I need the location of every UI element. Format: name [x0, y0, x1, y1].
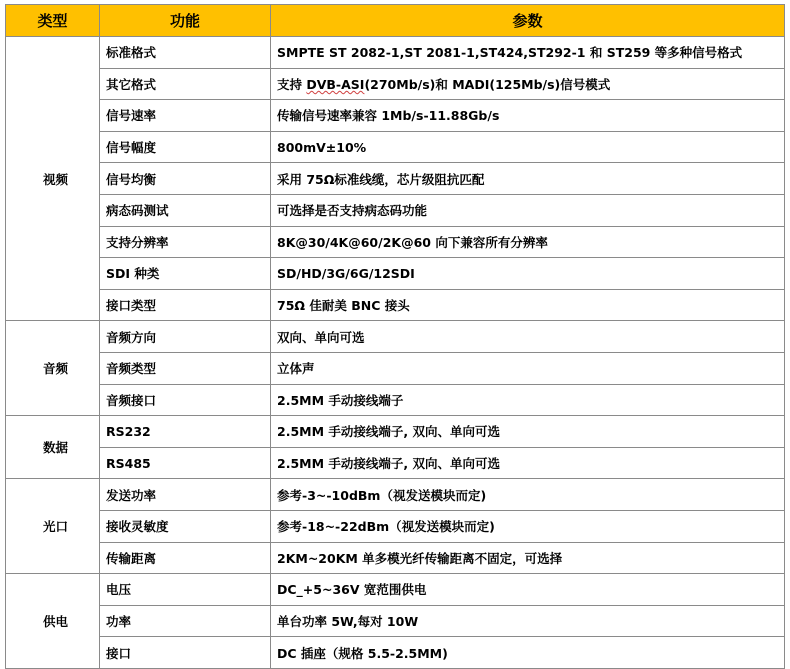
header-function: 功能 — [100, 5, 271, 37]
function-cell: RS485 — [100, 447, 271, 479]
value-cell: 2KM~20KM 单多模光纤传输距离不固定，可选择 — [271, 542, 785, 574]
table-row — [6, 321, 785, 353]
table-row — [6, 510, 785, 542]
table-row — [6, 289, 785, 321]
function-cell: 传输距离 — [100, 542, 271, 574]
value-cell — [271, 68, 785, 100]
table-row — [6, 131, 785, 163]
value-text: (270Mb/s)和 MADI(125Mb/s)信号模式 — [364, 76, 611, 92]
function-cell: 标准格式 — [100, 37, 271, 69]
header-row — [6, 5, 785, 37]
header-params: 参数 — [271, 5, 785, 37]
type-cell: 音频 — [6, 321, 100, 416]
header-type: 类型 — [6, 5, 100, 37]
value-cell: 参考-3~-10dBm（视发送模块而定) — [271, 479, 785, 511]
table-row — [6, 574, 785, 606]
function-cell: 病态码测试 — [100, 194, 271, 226]
value-cell: 800mV±10% — [271, 131, 785, 163]
type-cell: 供电 — [6, 574, 100, 669]
function-cell: 接收灵敏度 — [100, 510, 271, 542]
function-cell: SDI 种类 — [100, 258, 271, 290]
table-row — [6, 194, 785, 226]
table-row — [6, 637, 785, 669]
table-row — [6, 68, 785, 100]
table-row — [6, 384, 785, 416]
value-cell: 传输信号速率兼容 1Mb/s-11.88Gb/s — [271, 100, 785, 132]
table-row — [6, 447, 785, 479]
value-cell: SMPTE ST 2082-1,ST 2081-1,ST424,ST292-1 和 ST259 等多种信号格式 — [271, 37, 785, 69]
function-cell: 音频接口 — [100, 384, 271, 416]
function-cell: 接口类型 — [100, 289, 271, 321]
value-text: 支持 — [277, 76, 307, 92]
value-cell: 可选择是否支持病态码功能 — [271, 194, 785, 226]
table-row — [6, 100, 785, 132]
table-row — [6, 542, 785, 574]
function-cell: 信号幅度 — [100, 131, 271, 163]
value-cell: 75Ω 佳耐美 BNC 接头 — [271, 289, 785, 321]
function-cell: 音频方向 — [100, 321, 271, 353]
function-cell: 音频类型 — [100, 352, 271, 384]
value-cell: 双向、单向可选 — [271, 321, 785, 353]
function-cell: 发送功率 — [100, 479, 271, 511]
table-row — [6, 352, 785, 384]
function-cell: 接口 — [100, 637, 271, 669]
table-row — [6, 163, 785, 195]
function-cell: 其它格式 — [100, 68, 271, 100]
value-cell: SD/HD/3G/6G/12SDI — [271, 258, 785, 290]
value-cell: 立体声 — [271, 352, 785, 384]
spec-body — [6, 37, 785, 669]
spec-table — [5, 4, 785, 669]
table-row — [6, 226, 785, 258]
value-cell: 2.5MM 手动接线端子, 双向、单向可选 — [271, 447, 785, 479]
value-cell: DC_+5~36V 宽范围供电 — [271, 574, 785, 606]
table-row — [6, 416, 785, 448]
type-cell: 光口 — [6, 479, 100, 574]
value-cell: 2.5MM 手动接线端子, 双向、单向可选 — [271, 416, 785, 448]
function-cell: 功率 — [100, 605, 271, 637]
table-row — [6, 605, 785, 637]
value-cell: DC 插座（规格 5.5-2.5MM) — [271, 637, 785, 669]
value-cell: 参考-18~-22dBm（视发送模块而定) — [271, 510, 785, 542]
function-cell: 信号均衡 — [100, 163, 271, 195]
value-cell: 2.5MM 手动接线端子 — [271, 384, 785, 416]
value-cell: 8K@30/4K@60/2K@60 向下兼容所有分辨率 — [271, 226, 785, 258]
function-cell: RS232 — [100, 416, 271, 448]
function-cell: 支持分辨率 — [100, 226, 271, 258]
function-cell: 电压 — [100, 574, 271, 606]
value-cell: 采用 75Ω标准线缆，芯片级阻抗匹配 — [271, 163, 785, 195]
table-row — [6, 479, 785, 511]
table-row — [6, 258, 785, 290]
table-row — [6, 37, 785, 69]
type-cell: 数据 — [6, 416, 100, 479]
type-cell: 视频 — [6, 37, 100, 321]
value-cell: 单台功率 5W,每对 10W — [271, 605, 785, 637]
spellcheck-underlined-text: DVB-ASI — [306, 76, 365, 92]
function-cell: 信号速率 — [100, 100, 271, 132]
